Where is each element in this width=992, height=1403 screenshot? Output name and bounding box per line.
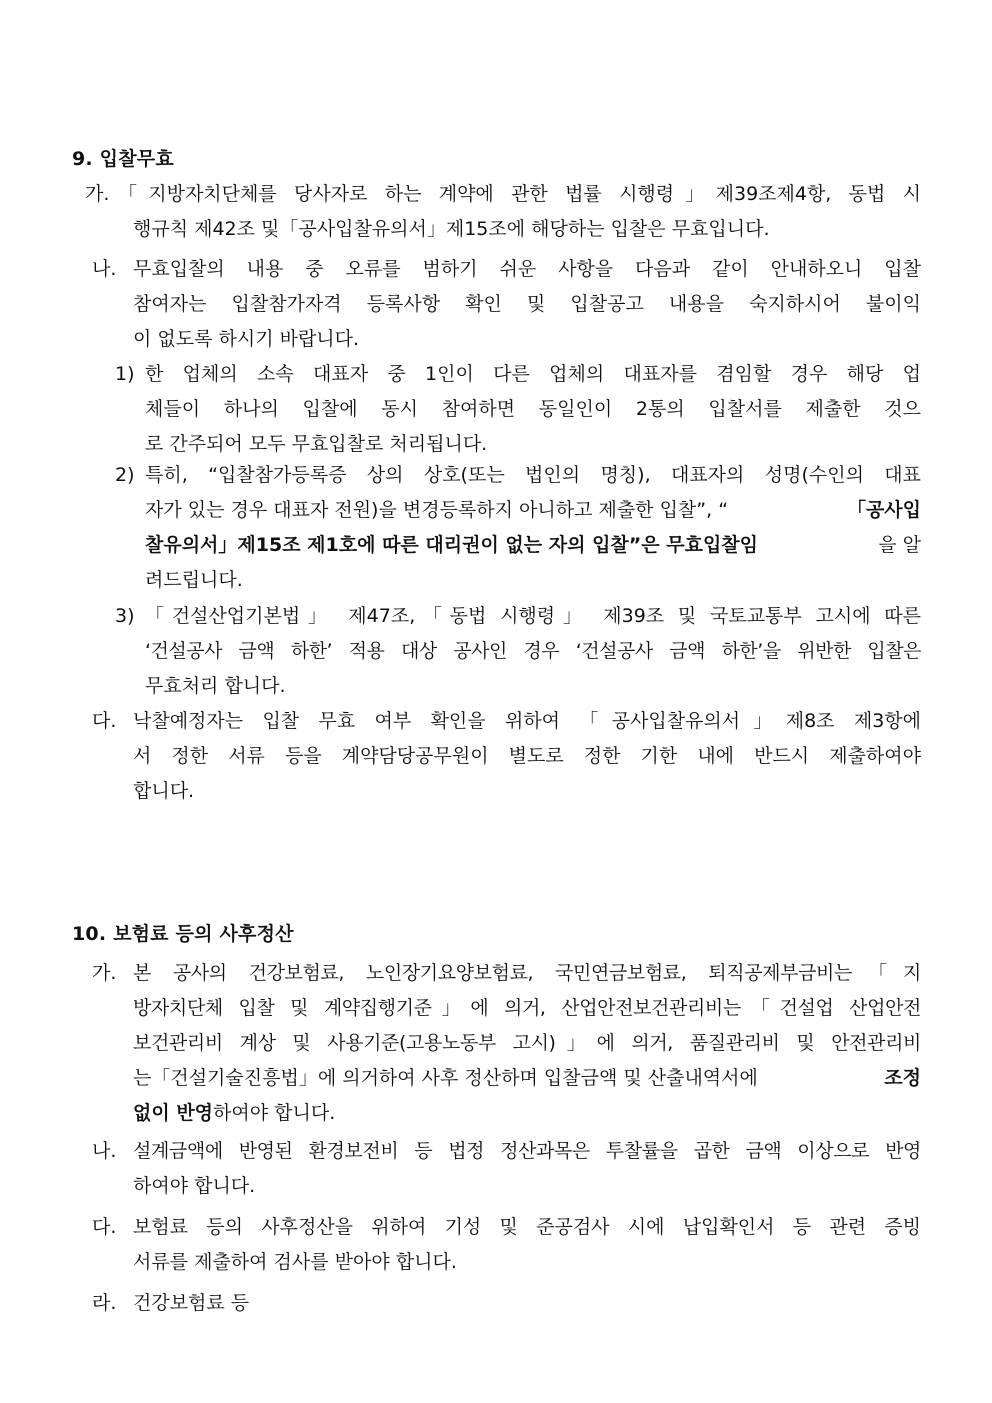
- item-line: 보험료 등의 사후정산을 위하여 기성 및 준공검사 시에 납입확인서 등 관련 증빙: [133, 1216, 921, 1238]
- item-line: 한 업체의 소속 대표자 중 1인이 다른 업체의 대표자를 겸임할 경우 해당 업: [145, 363, 921, 385]
- item-line: 「지방자치단체를 당사자로 하는 계약에 관한 법률 시행령」제39조제4항, 동법 시: [118, 183, 921, 205]
- emphasis-text: 조정: [884, 1067, 921, 1089]
- section-9-heading: 9. 입찰무효: [72, 148, 174, 170]
- item-line: [92, 1096, 921, 1131]
- item-line: 건강보험료 등: [133, 1292, 250, 1314]
- item-line: 이 없도록 하시기 바랍니다.: [133, 328, 360, 350]
- item-line: ‘건설공사 금액 하한’ 적용 대상 공사인 경우 ‘건설공사 금액 하한’을 위반한 입찰은: [145, 640, 921, 662]
- section-10-heading: 10. 보험료 등의 사후정산: [72, 923, 294, 945]
- item-label: 라.: [92, 1292, 117, 1314]
- item-line: 려드립니다.: [145, 569, 243, 591]
- item-line: 특히, “입찰참가등록증 상의 상호(또는 법인의 명칭), 대표자의 성명(수인의 대표: [145, 464, 921, 486]
- section-10-item-na: [92, 1134, 921, 1204]
- emphasis-text: 「공사입: [846, 499, 921, 521]
- section-9-sub-1: [115, 357, 921, 462]
- item-line: [92, 1061, 921, 1096]
- item-label: 가.: [92, 962, 117, 984]
- item-label: 2): [115, 464, 135, 486]
- item-label: 1): [115, 363, 135, 385]
- item-line: 「건설산업기본법」 제47조,「동법 시행령」 제39조 및 국토교통부 고시에 따른: [145, 605, 921, 627]
- item-line: 낙찰예정자는 입찰 무효 여부 확인을 위하여 「공사입찰유의서」제8조 제3항에: [133, 710, 921, 732]
- section-10-item-da: [92, 1210, 921, 1280]
- section-10-item-ra: [92, 1286, 921, 1321]
- section-9-item-da: [92, 704, 921, 809]
- item-line: 하여야 합니다.: [133, 1175, 256, 1197]
- item-line: [115, 493, 921, 528]
- item-line: 서류를 제출하여 검사를 받아야 합니다.: [133, 1251, 457, 1273]
- emphasis-text: 없이 반영: [133, 1102, 214, 1124]
- item-line: 로 간주되어 모두 무효입찰로 처리됩니다.: [145, 433, 488, 455]
- emphasis-text: 찰유의서」제15조 제1호에 따른 대리권이 없는 자의 입찰”은 무효입찰임: [145, 534, 759, 556]
- item-line: 무효처리 합니다.: [145, 675, 286, 697]
- section-10-item-ga: [92, 956, 921, 1131]
- item-line: 보건관리비 계상 및 사용기준(고용노동부 고시)」에 의거, 품질관리비 및 안전관리비: [133, 1032, 921, 1054]
- item-label: 다.: [92, 1216, 117, 1238]
- item-line: 설계금액에 반영된 환경보전비 등 법정 정산과목은 투찰률을 곱한 금액 이상으로 반영: [133, 1140, 921, 1162]
- item-label: 다.: [92, 710, 117, 732]
- item-label: 가.: [85, 183, 110, 205]
- section-9-item-ga: [85, 177, 921, 247]
- item-line: 본 공사의 건강보험료, 노인장기요양보험료, 국민연금보험료, 퇴직공제부금비는「지: [133, 962, 921, 984]
- item-line: 무효입찰의 내용 중 오류를 범하기 쉬운 사항을 다음과 같이 안내하오니 입찰: [133, 258, 921, 280]
- item-line: 방자치단체 입찰 및 계약집행기준」에 의거, 산업안전보건관리비는「건설업 산업안전: [133, 997, 921, 1019]
- section-9-item-na: [92, 252, 921, 357]
- item-line: [115, 528, 921, 563]
- section-9-sub-2: [115, 458, 921, 598]
- item-line: 합니다.: [133, 780, 195, 802]
- item-line-text: 하여야 합니다.: [213, 1102, 336, 1124]
- item-line-text: 을 알: [878, 534, 921, 556]
- item-line: 서 정한 서류 등을 계약담당공무원이 별도로 정한 기한 내에 반드시 제출하여야: [133, 745, 921, 767]
- item-line-text: 는「건설기술진흥법」에 의거하여 사후 정산하며 입찰금액 및 산출내역서에: [133, 1067, 758, 1089]
- item-line: 행규칙 제42조 및「공사입찰유의서」제15조에 해당하는 입찰은 무효입니다.: [133, 218, 770, 240]
- item-label: 나.: [92, 1140, 117, 1162]
- item-label: 3): [115, 605, 135, 627]
- item-line: 참여자는 입찰참가자격 등록사항 확인 및 입찰공고 내용을 숙지하시어 불이익: [133, 293, 921, 315]
- item-label: 나.: [92, 258, 117, 280]
- section-9-sub-3: [115, 599, 921, 704]
- item-line-text: 자가 있는 경우 대표자 전원)을 변경등록하지 아니하고 제출한 입찰”, “: [145, 499, 729, 521]
- item-line: 체들이 하나의 입찰에 동시 참여하면 동일인이 2통의 입찰서를 제출한 것으: [145, 398, 921, 420]
